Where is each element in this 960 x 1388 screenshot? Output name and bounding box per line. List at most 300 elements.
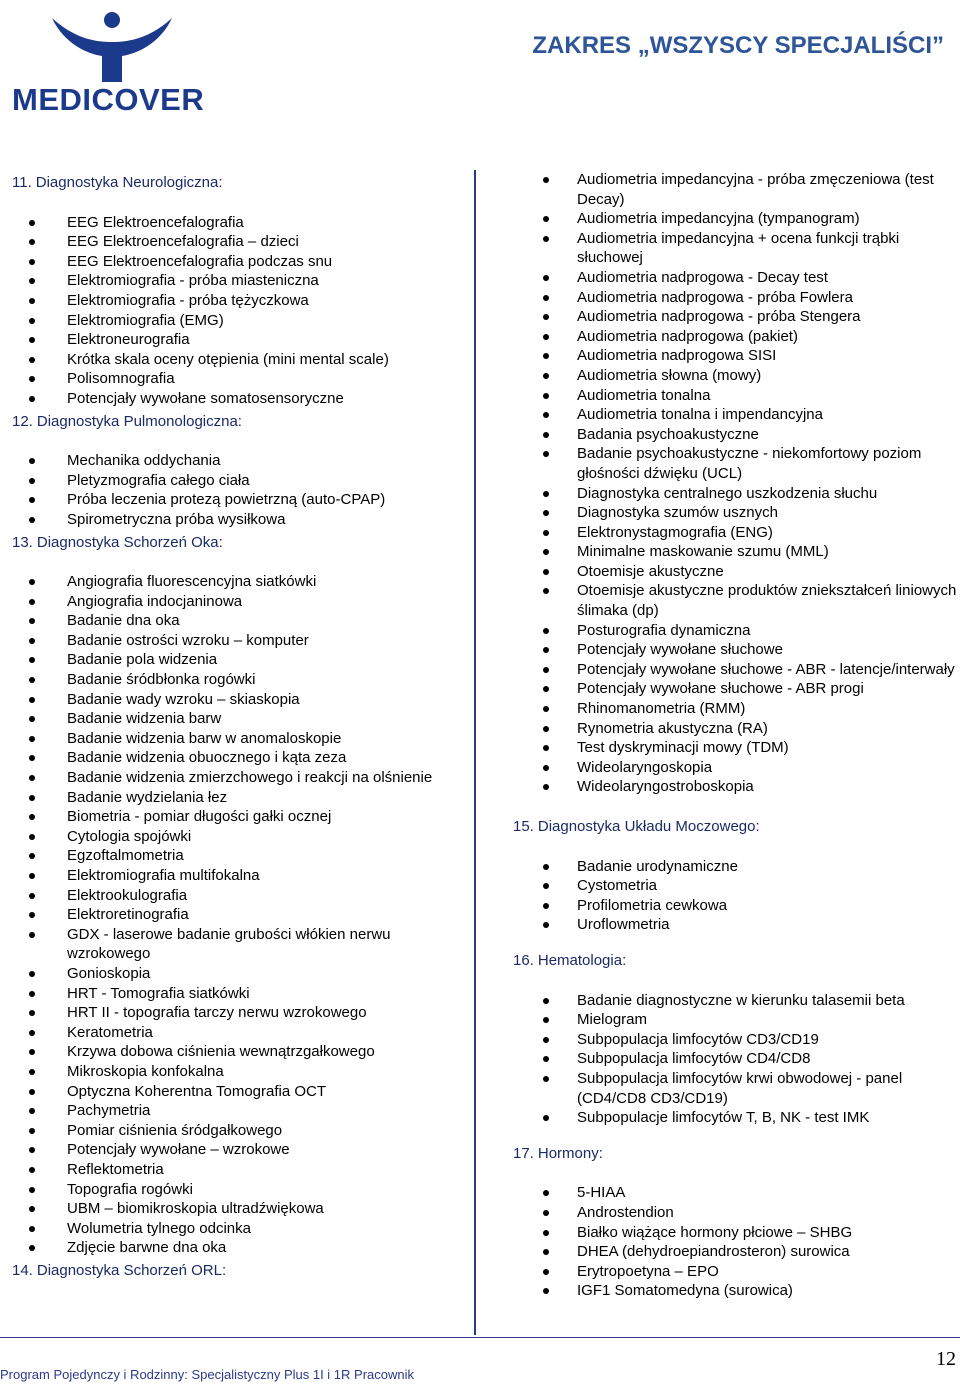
list-item [513,991,960,1011]
item-text: Posturografia dynamiczna [577,621,751,639]
bullet-icon [29,1030,35,1036]
bullet-icon [543,1249,549,1255]
item-text: Potencjały wywołane – wzrokowe [67,1141,290,1159]
item-text: Audiometria nadprogowa SISI [577,347,777,365]
bullet-icon [29,971,35,977]
list-item [0,729,462,749]
footer-program-name: Program Pojedynczy i Rodzinny: Specjalistyczny Plus 1I i 1R Pracownik [0,1367,415,1382]
bullet-icon [543,922,549,928]
list-item [0,886,462,906]
list-item [513,229,960,268]
item-text: Androstendion [577,1203,674,1221]
item-text: Rynometria akustyczna (RA) [577,719,768,737]
item-text: Diagnostyka szumów usznych [577,504,778,522]
bullet-icon [543,903,549,909]
bullet-icon [543,726,549,732]
bullet-icon [543,177,549,183]
section [0,412,462,530]
item-text: Próba leczenia protezą powietrzną (auto-CPAP) [67,491,386,509]
item-text: Test dyskryminacji mowy (TDM) [577,739,789,757]
bullet-icon [543,1076,549,1082]
section-title: Diagnostyka Neurologiczna: [35,174,223,191]
bullet-icon [543,864,549,870]
item-text: Wolumetria tylnego odcinka [67,1219,251,1237]
bullet-icon [29,697,35,703]
bullet-icon [29,912,35,918]
bullet-icon [29,458,35,464]
item-text: Pomiar ciśnienia śródgałkowego [67,1121,283,1139]
list-item [513,1242,960,1262]
bullet-icon [543,412,549,418]
bullet-icon [29,932,35,938]
list-item [513,679,960,699]
section-title: Diagnostyka Schorzeń Oka: [36,533,223,551]
item-text: Badanie widzenia barw [67,710,222,728]
bullet-icon [29,814,35,820]
bullet-icon [29,1108,35,1114]
bullet-icon [543,1115,549,1121]
item-text: 5-HIAA [577,1184,626,1202]
section-number: 13. [12,533,33,551]
list-item [513,346,960,366]
item-text: EEG Elektroencefalografia podczas snu [67,252,333,270]
bullet-icon [543,628,549,634]
item-text: Otoemisje akustyczne [577,562,724,580]
item-text: HRT - Tomografia siatkówki [67,984,250,1002]
list-item [0,1121,462,1141]
bullet-icon [29,1147,35,1153]
item-list [513,991,960,1128]
item-text: Audiometria nadprogowa (pakiet) [577,327,798,345]
item-text: Badania psychoakustyczne [577,425,759,443]
bullet-icon [543,393,549,399]
list-item [0,369,462,389]
section-number: 17. [513,1144,534,1162]
bullet-icon [543,647,549,653]
item-text: Wideolaryngoskopia [577,758,713,776]
list-item [0,1199,462,1219]
list-item [513,562,960,582]
list-item [0,1238,462,1258]
bullet-icon [543,334,549,340]
item-text: Profilometria cewkowa [577,896,728,914]
section-title: Diagnostyka Pulmonologiczna: [36,412,242,430]
item-text: Egzoftalmometria [67,847,184,865]
bullet-icon [543,491,549,497]
list-item [513,484,960,504]
list-item [0,631,462,651]
list-item [513,327,960,347]
logo-wordmark: MEDICOVER [12,82,205,117]
bullet-icon [29,376,35,382]
list-item [513,268,960,288]
bullet-icon [543,216,549,222]
list-item [0,690,462,710]
bullet-icon [29,716,35,722]
list-item [0,846,462,866]
item-text: Keratometria [67,1023,153,1041]
section-heading [513,817,960,837]
item-text: Gonioskopia [67,964,151,982]
bullet-icon [543,1056,549,1062]
list-item [0,311,462,331]
list-item [0,252,462,272]
section-number: 16. [513,951,534,969]
list-item [513,857,960,877]
list-item [0,670,462,690]
item-text: Elektronystagmografia (ENG) [577,523,773,541]
item-text: Audiometria impedancyjna (tympanogram) [577,210,860,228]
bullet-icon [543,530,549,536]
bullet-icon [543,686,549,692]
list-item [0,1180,462,1200]
left-column [0,170,462,1300]
medicover-logo [12,8,212,117]
item-text: Polisomnografia [67,370,175,388]
bullet-icon [543,706,549,712]
list-item [513,777,960,797]
bullet-icon [29,259,35,265]
list-item [513,1108,960,1128]
item-text: Białko wiążące hormony płciowe – SHBG [577,1223,853,1241]
list-item [513,640,960,660]
item-text: Audiometria impedancyjna + ocena funkcji trąbki słuchowej [577,229,900,267]
item-text: Badanie wady wzroku – skiaskopia [67,690,300,708]
item-text: Cytologia spojówki [67,827,192,845]
bullet-icon [543,883,549,889]
list-item [513,621,960,641]
bullet-icon [29,298,35,304]
list-item [0,490,462,510]
section-number: 14. [12,1261,33,1279]
item-text: Elektromiografia - próba tężyczkowa [67,291,309,309]
item-text: Subpopulacje limfocytów T, B, NK - test IMK [577,1109,870,1127]
item-list [513,170,960,797]
section [513,1144,960,1301]
bullet-icon [29,396,35,402]
bullet-icon [29,1069,35,1075]
section-title: Diagnostyka Schorzeń ORL: [36,1261,227,1279]
item-text: Badanie ostrości wzroku – komputer [67,631,309,649]
section-heading [0,533,462,553]
item-text: Potencjały wywołane słuchowe - ABR - latencje/interwały [577,660,955,678]
item-text: DHEA (dehydroepiandrosteron) surowica [577,1243,850,1261]
list-item [513,1069,960,1108]
list-item [0,291,462,311]
page-title: ZAKRES „WSZYSCY SPECJALIŚCI” [532,32,944,59]
bullet-icon [543,1037,549,1043]
list-item [0,611,462,631]
list-item [0,471,462,491]
item-text: Erytropoetyna – EPO [577,1262,719,1280]
bullet-icon [543,549,549,555]
list-item [0,984,462,1004]
item-text: Mechanika oddychania [67,452,221,470]
item-text: Badanie widzenia zmierzchowego i reakcji na olśnienie [67,769,433,787]
item-text: GDX - laserowe badanie grubości włókien nerwu wzrokowego [67,925,391,963]
bullet-icon [543,432,549,438]
item-text: Biometria - pomiar długości gałki ocznej [67,808,332,826]
item-list [0,213,462,409]
bullet-icon [29,873,35,879]
item-text: Audiometria słowna (mowy) [577,366,762,384]
bullet-icon [543,588,549,594]
item-text: Krzywa dobowa ciśnienia wewnątrzgałkowego [67,1043,375,1061]
item-text: Subpopulacja limfocytów CD3/CD19 [577,1030,819,1048]
item-text: Audiometria tonalna i impendancyjna [577,406,823,424]
item-text: Elektromiografia - próba miasteniczna [67,272,319,290]
list-item [513,1030,960,1050]
list-item [513,1262,960,1282]
item-text: Topografia rogówki [67,1180,193,1198]
right-column [513,170,960,1301]
bullet-icon [543,295,549,301]
list-item [513,366,960,386]
list-item [0,709,462,729]
item-text: Uroflowmetria [577,916,670,934]
list-item [513,896,960,916]
section-title: Diagnostyka Układu Moczowego: [537,818,760,835]
item-text: Subpopulacja limfocytów krwi obwodowej - panel (CD4/CD8 CD3/CD19) [577,1069,903,1107]
bullet-icon [543,1190,549,1196]
item-text: Wideolaryngostroboskopia [577,778,754,796]
section-number: 11. [12,174,32,191]
list-item [0,451,462,471]
list-item [0,213,462,233]
list-item [0,1140,462,1160]
list-item [0,925,462,964]
item-text: Badanie dna oka [67,612,180,630]
bullet-icon [29,579,35,585]
list-item [0,1003,462,1023]
item-text: Otoemisje akustyczne produktów zniekształceń liniowych ślimaka (dp) [577,582,957,620]
item-text: HRT II - topografia tarczy nerwu wzrokowego [67,1004,367,1022]
list-item [513,1281,960,1301]
list-item [513,915,960,935]
item-text: Optyczna Koherentna Tomografia OCT [67,1082,327,1100]
list-item [513,542,960,562]
bullet-icon [29,220,35,226]
bullet-icon [543,373,549,379]
list-item [0,350,462,370]
bullet-icon [543,784,549,790]
bullet-icon [29,853,35,859]
item-text: Badanie śródbłonka rogówki [67,671,256,689]
list-item [513,444,960,483]
item-text: Badanie pola widzenia [67,651,218,669]
list-item [0,510,462,530]
item-text: EEG Elektroencefalografia [67,213,244,231]
bullet-icon [29,893,35,899]
bullet-icon [29,991,35,997]
bullet-icon [29,478,35,484]
item-text: Spirometryczna próba wysiłkowa [67,510,286,528]
list-item [0,1219,462,1239]
bullet-icon [29,1089,35,1095]
column-divider [474,170,476,1335]
section-heading [513,951,960,971]
bullet-icon [543,275,549,281]
item-text: Potencjały wywołane słuchowe - ABR progi [577,680,864,698]
list-item [513,503,960,523]
item-text: Angiografia fluorescencyjna siatkówki [67,573,317,591]
bullet-icon [543,451,549,457]
list-item [513,425,960,445]
bullet-icon [29,795,35,801]
item-text: Cystometria [577,877,658,895]
list-item [0,389,462,409]
bullet-icon [29,1167,35,1173]
bullet-icon [29,278,35,284]
list-item [513,170,960,209]
bullet-icon [29,638,35,644]
list-item [513,660,960,680]
item-text: Krótka skala oceny otępienia (mini mental scale) [67,350,389,368]
bullet-icon [543,1230,549,1236]
list-item [0,1160,462,1180]
item-list [0,451,462,529]
section-heading [0,412,462,432]
item-list [513,857,960,935]
bullet-icon [543,510,549,516]
list-item [0,964,462,984]
list-item [513,738,960,758]
item-text: Rhinomanometria (RMM) [577,700,746,718]
item-text: Minimalne maskowanie szumu (MML) [577,543,829,561]
bullet-icon [29,657,35,663]
item-text: Audiometria impedancyjna - próba zmęczeniowa (test Decay) [577,171,934,208]
bullet-icon [29,318,35,324]
item-text: Reflektometria [67,1160,164,1178]
item-text: Diagnostyka centralnego uszkodzenia słuchu [577,484,878,502]
list-item [0,572,462,592]
item-text: IGF1 Somatomedyna (surowica) [577,1282,793,1300]
list-item [0,330,462,350]
bullet-icon [29,1206,35,1212]
item-text: Elektromiografia multifokalna [67,867,260,884]
item-text: Audiometria nadprogowa - Decay test [577,268,828,286]
item-text: Pletyzmografia całego ciała [67,471,250,489]
bullet-icon [543,1288,549,1294]
list-item [0,592,462,612]
bullet-icon [29,1187,35,1193]
list-item [0,748,462,768]
bullet-icon [543,1210,549,1216]
section-heading [513,1144,960,1164]
bullet-icon [543,667,549,673]
section-title: Hormony: [537,1144,603,1162]
bullet-icon [29,1128,35,1134]
list-item [0,905,462,925]
bullet-icon [29,736,35,742]
section-title: Hematologia: [537,951,627,969]
page-number: 12 [936,1348,956,1370]
bullet-icon [543,1269,549,1275]
section [513,170,960,797]
bullet-icon [29,1226,35,1232]
bullet-icon [29,755,35,761]
bullet-icon [29,599,35,605]
list-item [0,807,462,827]
bullet-icon [543,1017,549,1023]
list-item [513,1049,960,1069]
bullet-icon [543,569,549,575]
item-text: Elektrookulografia [67,886,188,904]
section-heading [0,173,462,193]
list-item [513,876,960,896]
bullet-icon [29,618,35,624]
list-item [513,699,960,719]
list-item [513,719,960,739]
section-number: 12. [12,412,33,430]
list-item [0,788,462,808]
section [513,817,960,935]
item-text: Badanie wydzielania łez [67,788,228,806]
bullet-icon [29,337,35,343]
bullet-icon [543,353,549,359]
bullet-icon [543,765,549,771]
list-item [513,1010,960,1030]
bullet-icon [29,1245,35,1251]
item-text: EEG Elektroencefalografia – dzieci [67,233,299,251]
item-text: Badanie diagnostyczne w kierunku talasemii beta [577,991,905,1009]
bullet-icon [29,497,35,503]
section [0,533,462,1258]
list-item [0,1062,462,1082]
list-item [513,523,960,543]
medicover-figure-icon [12,8,212,84]
list-item [0,1101,462,1121]
item-text: Potencjały wywołane słuchowe [577,641,783,659]
bullet-icon [543,314,549,320]
item-text: Badanie psychoakustyczne - niekomfortowy poziom głośności dźwięku (UCL) [577,445,922,482]
section [0,173,462,409]
list-item [0,1042,462,1062]
item-text: Subpopulacja limfocytów CD4/CD8 [577,1050,811,1068]
list-item [0,866,462,886]
item-text: Pachymetria [67,1102,151,1120]
list-item [0,1023,462,1043]
item-text: Zdjęcie barwne dna oka [67,1239,227,1257]
list-item [513,209,960,229]
section-heading [0,1261,462,1281]
item-text: Badanie urodynamiczne [577,857,738,875]
item-list [0,572,462,1258]
section [0,1261,462,1281]
item-text: Elektromiografia (EMG) [67,311,224,329]
bullet-icon [29,239,35,245]
item-text: Audiometria nadprogowa - próba Stengera [577,308,861,326]
list-item [0,650,462,670]
bullet-icon [29,834,35,840]
section [513,951,960,1128]
bullet-icon [29,677,35,683]
list-item [513,405,960,425]
bullet-icon [29,517,35,523]
item-text: Badanie widzenia barw w anomaloskopie [67,729,342,747]
list-item [513,288,960,308]
footer-divider [0,1337,960,1338]
section-number: 15. [513,818,534,835]
list-item [513,1183,960,1203]
item-text: Potencjały wywołane somatosensoryczne [67,389,344,407]
list-item [513,1203,960,1223]
item-text: Elektroneurografia [67,331,190,349]
item-text: Angiografia indocjaninowa [67,592,243,610]
list-item [0,232,462,252]
list-item [0,271,462,291]
item-text: Mielogram [577,1011,648,1029]
